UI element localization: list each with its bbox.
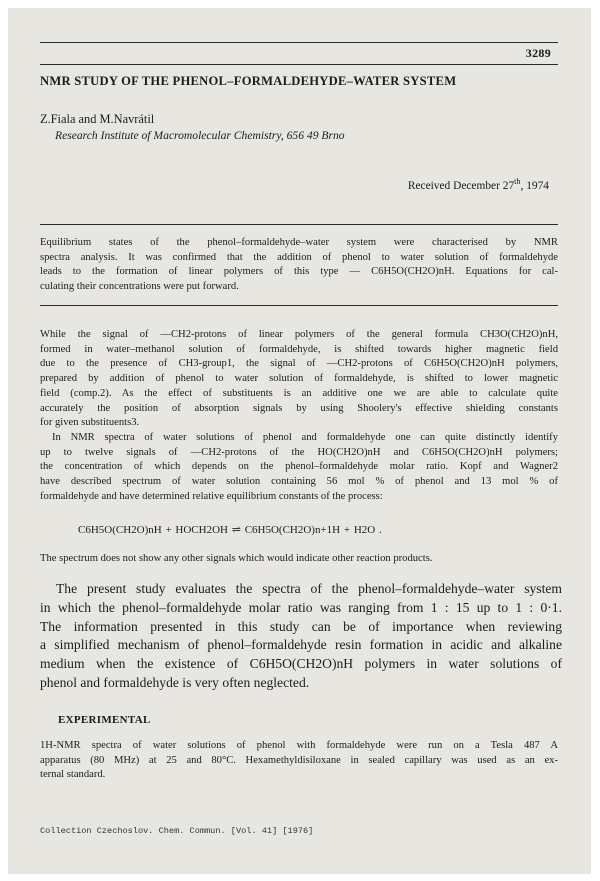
abstract (40, 236, 558, 295)
intro-line: up to twelve signals of —CH2-protons of the HO(CH2O)nH and C6H5O(CH2O)nH polymers; (40, 446, 558, 458)
journal-page (8, 8, 591, 874)
intro-line: While the signal of —CH2-protons of linear polymers of the general formula CH3O(CH2O)nH, (40, 329, 558, 340)
intro-line: prepared by addition of phenol to water solution of formaldehyde, is shifted to lower magnetic (40, 373, 558, 385)
abstract-line: Equilibrium states of the phenol–formaldehyde–water system were characterised by NMR (40, 237, 558, 248)
journal-footer: Collection Czechoslov. Chem. Commun. [Vol. 41] [1976] (40, 826, 314, 836)
received-date (407, 177, 549, 192)
present-study-line: The present study evaluates the spectra of the phenol–formaldehyde–water system (56, 581, 562, 596)
intro-line: the concentration of which depends on the phenol–formaldehyde molar ratio. Kopf and Wagner2 (40, 461, 558, 473)
experimental-line: 1H-NMR spectra of water solutions of phenol with formaldehyde were run on a Tesla 487 A (40, 740, 558, 751)
intro-line: accurately the position of absorption signals by using Shoolery's effective shielding constants (40, 402, 558, 414)
experimental-paragraph (40, 739, 558, 783)
present-study-line: The information presented in this study can be of importance when reviewing (40, 618, 562, 634)
intro-line: formaldehyde and have determined relative equilibrium constants of the process: (40, 490, 383, 502)
article-title: NMR STUDY OF THE PHENOL–FORMALDEHYDE–WATER SYSTEM (40, 74, 457, 88)
intro-line: formed in water–methanol solution of formaldehyde, is shifted towards higher magnetic field (40, 343, 558, 355)
abstract-line: leads to the formation of linear polymers of this type — C6H5O(CH2O)nH. Equations for cal- (40, 266, 558, 278)
present-study-line: in which the phenol–formaldehyde molar ratio was ranging from 1 : 15 up to 1 : 0·1. (40, 599, 562, 615)
equilibrium-equation: C6H5O(CH2O)nH + HOCH2OH ⇌ C6H5O(CH2O)n+1H + H2O . (78, 524, 382, 536)
page-number: 3289 (525, 46, 551, 60)
experimental-line: apparatus (80 MHz) at 25 and 80°C. Hexamethyldisiloxane in sealed capillary was used as an ex- (40, 754, 558, 766)
introduction (40, 328, 558, 504)
abstract-rule-top (40, 224, 558, 225)
section-heading-experimental: EXPERIMENTAL (58, 714, 151, 726)
article-affiliation: Research Institute of Macromolecular Chemistry, 656 49 Brno (55, 129, 345, 142)
abstract-rule-bottom (40, 305, 558, 306)
intro-line: In NMR spectra of water solutions of phenol and formaldehyde one can quite distinctly identify (52, 431, 558, 443)
abstract-line: culating their concentrations were put forward. (40, 281, 239, 293)
experimental-line: ternal standard. (40, 769, 106, 781)
intro-line: have described spectrum of water solution containing 56 mol % of phenol and 13 mol % of (40, 476, 558, 488)
present-study-line: phenol and formaldehyde is very often neglected. (40, 674, 310, 690)
present-study-paragraph (40, 580, 562, 693)
article-authors: Z.Fiala and M.Navrátil (40, 112, 155, 126)
present-study-line: medium when the existence of C6H5O(CH2O)nH polymers in water solutions of (40, 656, 562, 672)
received-date-suffix: , 1974 (520, 180, 549, 192)
abstract-line: spectra analysis. It was confirmed that the addition of phenol to water solution of formaldehyde (40, 251, 558, 263)
spectrum-note: The spectrum does not show any other signals which would indicate other reaction products. (40, 553, 433, 564)
intro-line: due to the presence of CH3-group1, the signal of —CH2-protons of C6H5O(CH2O)nH polymers, (40, 358, 558, 370)
intro-line: field (comp.2). As the effect of substituents is an additive one we are able to calculate quite (40, 387, 558, 399)
intro-line: for given substituents3. (40, 417, 140, 429)
header-rule-top (40, 42, 558, 43)
received-date-prefix: Received December 27 (407, 180, 515, 192)
received-date-sup: th (514, 177, 521, 187)
header-rule-bottom (40, 64, 558, 65)
present-study-line: a simplified mechanism of phenol–formaldehyde resin formation in acidic and alkaline (40, 637, 562, 653)
